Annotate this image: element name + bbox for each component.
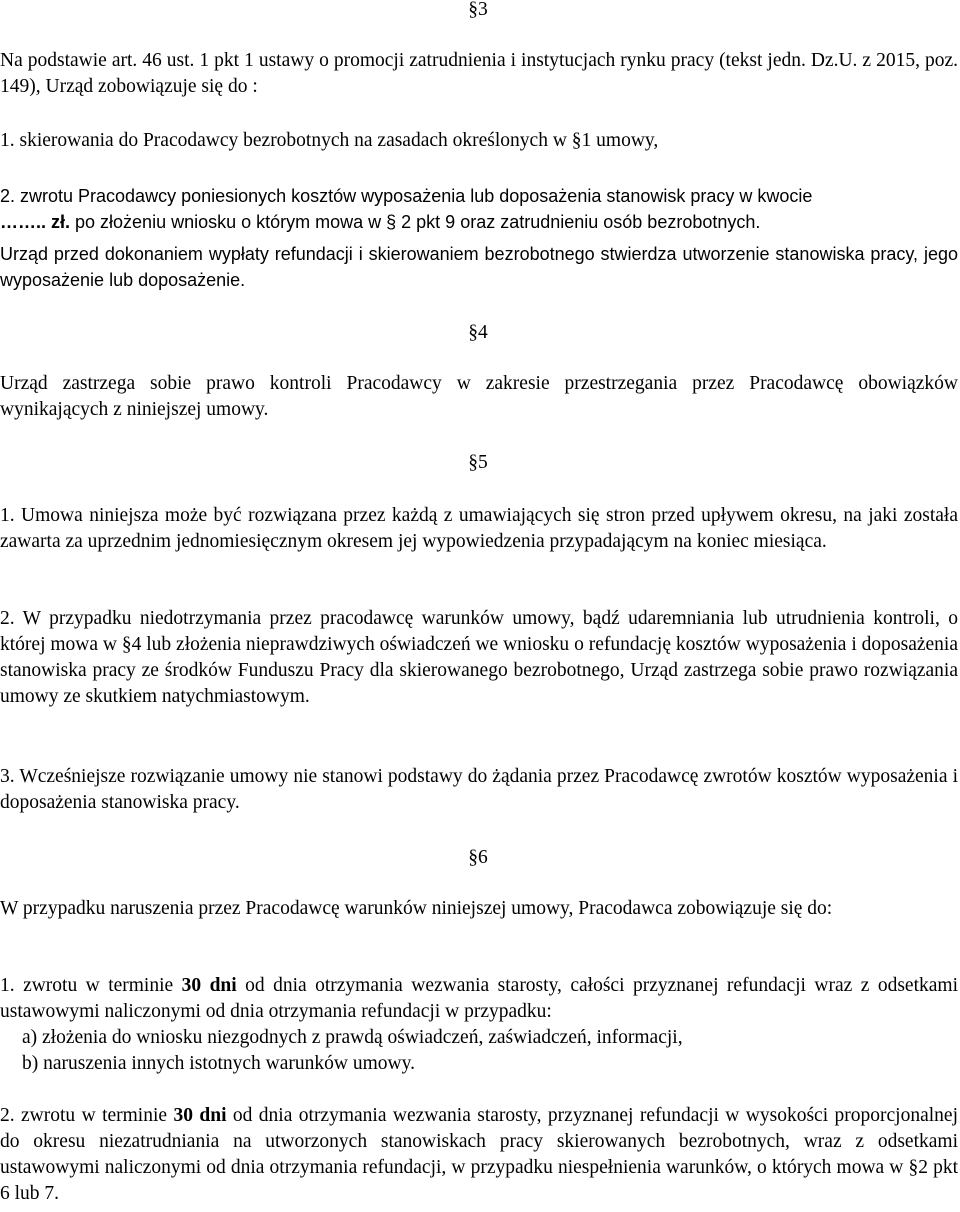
section-6-item-1 (0, 973, 958, 1025)
deadline-days: 30 dni (173, 1105, 227, 1126)
section-6-item-1-rest: od dnia otrzymania wezwania starosty, całości przyznanej refundacji wraz z odsetkami ustawowymi naliczonymi od dnia otrzymania refundacji w przypadku: (0, 975, 958, 1022)
section-3-intro: Na podstawie art. 46 ust. 1 pkt 1 ustawy o promocji zatrudnienia i instytucjach rynku pracy (tekst jedn. Dz.U. z 2015, poz. 149), Urząd zobowiązuje się do : (0, 50, 958, 97)
section-6-item-2-lead: 2. zwrotu w terminie (0, 1105, 174, 1126)
section-6-item-2-rest: od dnia otrzymania wezwania starosty, przyznanej refundacji w wysokości proporcjonalnej do okresu niezatrudniania na utworzonych stanowiskach pracy skierowanych bezrobotnych, wraz z odsetkami ustawowymi naliczonymi od dnia otrzymania refundacji, w przypadku niespełnienia warunków, o których mowa w §2 pkt 6 lub 7. (0, 1105, 958, 1204)
section-6-item-1-a: a) złożenia do wniosku niezgodnych z prawdą oświadczeń, zaświadczeń, informacji, (22, 1027, 683, 1048)
section-4-heading: §4 (468, 322, 488, 343)
section-6-item-1-lead: 1. zwrotu w terminie (0, 975, 182, 996)
section-3-verification: Urząd przed dokonaniem wypłaty refundacji i skierowaniem bezrobotnego stwierdza utworzenie stanowiska pracy, jego wyposażenie lub doposażenie. (0, 244, 958, 290)
section-6-intro: W przypadku naruszenia przez Pracodawcę warunków niniejszej umowy, Pracodawca zobowiązuje się do: (0, 898, 833, 919)
section-3-heading: §3 (468, 0, 488, 20)
section-6-item-1-b: b) naruszenia innych istotnych warunków umowy. (22, 1053, 415, 1074)
amount-placeholder: …….. zł. (0, 212, 71, 232)
section-5-heading: §5 (468, 452, 488, 473)
section-3-item-2-line2: po złożeniu wniosku o którym mowa w § 2 pkt 9 oraz zatrudnieniu osób bezrobotnych. (70, 212, 761, 232)
section-3-item-2 (0, 183, 958, 235)
section-4-text: Urząd zastrzega sobie prawo kontroli Pracodawcy w zakresie przestrzegania przez Pracodawcę obowiązków wynikających z niniejszej umowy. (0, 373, 958, 420)
section-5-paragraph-1: 1. Umowa niniejsza może być rozwiązana przez każdą z umawiających się stron przed upływem okresu, na jaki została zawarta za uprzednim jednomiesięcznym okresem jej wypowiedzenia przypadającym na koniec miesiąca. (0, 505, 958, 552)
section-6-heading: §6 (468, 847, 488, 868)
section-5-paragraph-3: 3. Wcześniejsze rozwiązanie umowy nie stanowi podstawy do żądania przez Pracodawcę zwrotów kosztów wyposażenia i doposażenia stanowiska pracy. (0, 766, 958, 813)
section-6-item-2 (0, 1103, 958, 1207)
section-3-item-2-line1: 2. zwrotu Pracodawcy poniesionych kosztów wyposażenia lub doposażenia stanowisk pracy w kwocie (0, 186, 813, 206)
section-5-paragraph-2: 2. W przypadku niedotrzymania przez pracodawcę warunków umowy, bądź udaremniania lub utrudnienia kontroli, o której mowa w §4 lub złożenia nieprawdziwych oświadczeń we wniosku o refundację kosztów wyposażenia i doposażenia stanowiska pracy ze środków Funduszu Pracy dla skierowanego bezrobotnego, Urząd zastrzega sobie prawo rozwiązania umowy ze skutkiem natychmiastowym. (0, 608, 958, 707)
section-3-item-1: 1. skierowania do Pracodawcy bezrobotnych na zasadach określonych w §1 umowy, (0, 130, 659, 151)
deadline-days: 30 dni (181, 975, 237, 996)
